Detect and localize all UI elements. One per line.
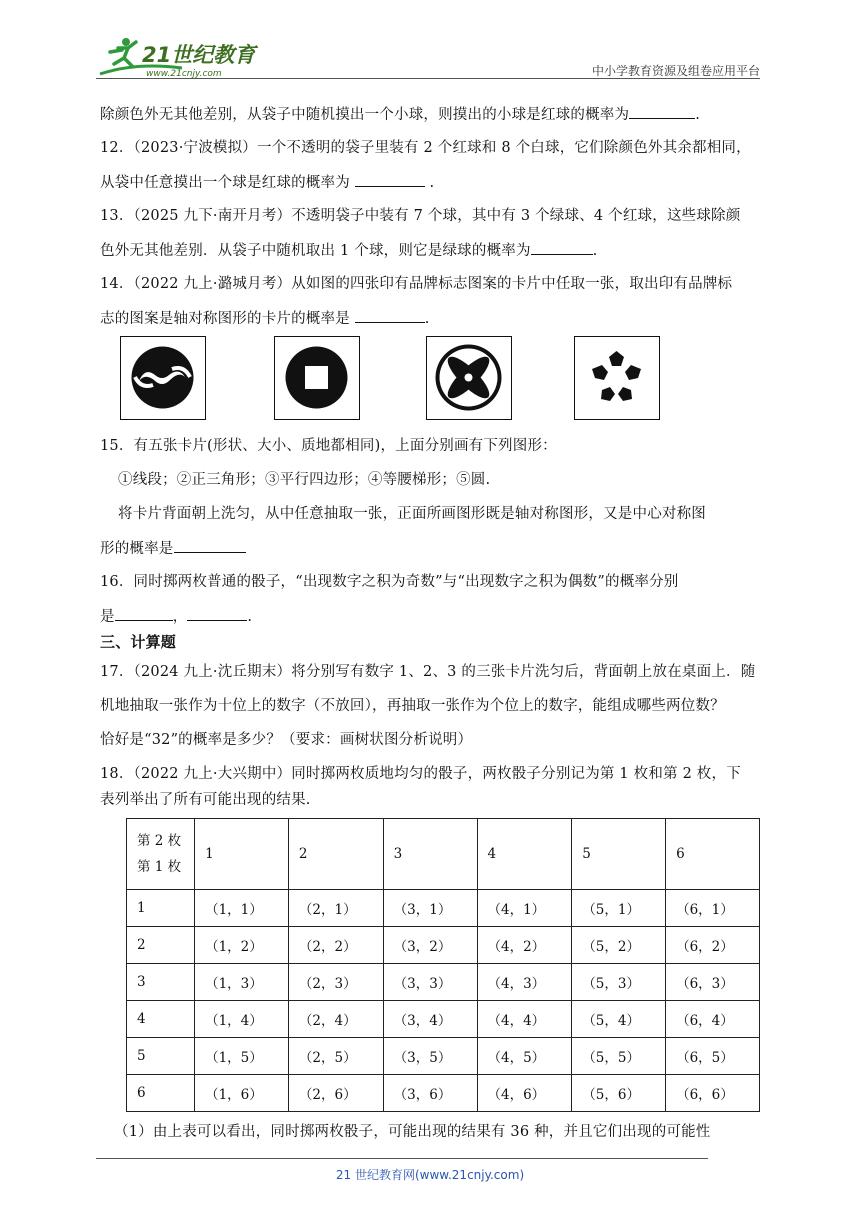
platform-name: 中小学教育资源及组卷应用平台 [591,64,760,78]
table-cell: （3，2） [383,927,477,964]
q13-text: 色外无其他差别．从袋子中随机取出 1 个球，则它是绿球的概率为 [100,243,531,259]
q17-line-1: 17．（2024 九上·沈丘期末）将分别写有数字 1、2、3 的三张卡片洗匀后，背面朝上放在桌面上．随 [100,664,756,680]
table-cell: （4，5） [477,1038,572,1075]
row-label: 6 [127,1075,195,1112]
corner-bottom-label: 第 1 枚 [137,859,182,875]
table-cell: （3，4） [383,1001,477,1038]
table-cell: （3，1） [383,890,477,927]
table-cell: （2，6） [288,1075,383,1112]
dice-outcome-table [126,818,760,1112]
table-row [127,1001,760,1038]
q16-period: . [247,609,253,625]
table-cell: （6，4） [666,1001,760,1038]
four-petal-logo-icon [427,337,510,418]
answer-blank [115,606,173,621]
q12-period: . [424,175,435,191]
logo-card-1 [120,336,206,420]
answer-blank [174,538,246,553]
q16-comma: ， [172,609,188,625]
brand-logo-cards [100,336,760,426]
q17-line-2: 机地抽取一张作为十位上的数字（不放回），再抽取一张作为个位上的数字，能组成哪些两位数？ [100,698,725,714]
logo-card-2 [274,336,360,420]
table-cell: （4，6） [477,1075,572,1112]
q13-line-2 [100,240,597,261]
table-cell: （5，3） [572,964,666,1001]
logo-card-4 [574,336,660,420]
q18-part1-line: （1）由上表可以看出，同时掷两枚骰子，可能出现的结果有 36 种，并且它们出现的可能性 [114,1124,711,1140]
table-row [127,1075,760,1112]
col-header: 4 [477,819,572,890]
q15-line-1: 15．有五张卡片(形状、大小、质地都相同)，上面分别画有下列图形： [100,438,557,454]
table-cell: （5，2） [572,927,666,964]
q12-line-1: 12．（2023·宁波模拟）一个不透明的袋子里装有 2 个红球和 8 个白球，它们除颜色外其余都相同， [100,140,751,156]
q18-line-2: 表列举出了所有可能出现的结果. [100,792,311,808]
q11-tail-line [100,104,700,125]
footer-link[interactable]: 21 世纪教育网(www.21cnjy.com) [335,1168,525,1182]
swirl-logo-icon [121,337,204,418]
table-header-row [127,819,760,890]
table-cell: （6，5） [666,1038,760,1075]
q14-period: . [424,311,430,327]
table-cell: （6，1） [666,890,760,927]
answer-blank [187,606,247,621]
table-cell: （2，2） [288,927,383,964]
table-cell: （4，4） [477,1001,572,1038]
q15-text: 形的概率是 [100,541,174,557]
table-cell: （6，2） [666,927,760,964]
table-cell: （3，6） [383,1075,477,1112]
logo-card-3 [426,336,512,420]
row-label: 4 [127,1001,195,1038]
q17-line-3: 恰好是“32”的概率是多少？（要求：画树状图分析说明） [100,732,473,748]
table-cell: （2，1） [288,890,383,927]
q13-line-1: 13．（2025 九下·南开月考）不透明袋子中装有 7 个球，其中有 3 个绿球、4 个红球，这些球除颜 [100,208,741,224]
table-row [127,1038,760,1075]
q13-period: . [592,243,598,259]
answer-blank [355,308,425,323]
q14-line-2 [100,308,430,329]
coin-square-logo-icon [275,337,358,418]
answer-blank [629,104,695,119]
q14-line-1: 14．（2022 九上·潞城月考）从如图的四张印有品牌标志图案的卡片中任取一张，取出印有品牌标 [100,276,733,292]
col-header: 5 [572,819,666,890]
pentagon-flower-logo-icon [575,337,658,418]
q12-text: 从袋中任意摸出一个球是红球的概率为 [100,175,355,191]
table-row [127,927,760,964]
table-cell: （4，1） [477,890,572,927]
table-row [127,890,760,927]
col-header: 6 [666,819,760,890]
logo-text: 21世纪教育 [142,43,256,67]
table-cell: （5，6） [572,1075,666,1112]
q12-line-2 [100,172,434,193]
table-cell: （3，3） [383,964,477,1001]
table-cell: （1，6） [195,1075,289,1112]
table-cell: （5，5） [572,1038,666,1075]
table-cell: （1，5） [195,1038,289,1075]
footer-divider [96,1158,708,1159]
col-header: 2 [288,819,383,890]
21cnjy-logo [96,34,266,78]
answer-blank [531,240,593,255]
table-cell: （2，4） [288,1001,383,1038]
table-cell: （5，1） [572,890,666,927]
q18-line-1: 18．（2022 九上·大兴期中）同时掷两枚质地均匀的骰子，两枚骰子分别记为第 1 枚和第 2 枚，下 [100,766,741,782]
table-cell: （3，5） [383,1038,477,1075]
table-cell: （4，3） [477,964,572,1001]
row-label: 1 [127,890,195,927]
q11-period: . [695,107,701,123]
row-label: 2 [127,927,195,964]
page-header [96,30,760,78]
q15-line-2: ①线段；②正三角形；③平行四边形；④等腰梯形；⑤圆. [118,472,491,488]
q16-text: 是 [100,609,115,625]
table-cell: （2，3） [288,964,383,1001]
section-title-calculation: 三、计算题 [100,633,177,651]
table-cell: （1，2） [195,927,289,964]
q14-text: 志的图案是轴对称图形的卡片的概率是 [100,311,355,327]
table-cell: （6，3） [666,964,760,1001]
row-label: 3 [127,964,195,1001]
table-cell: （1，3） [195,964,289,1001]
table-cell: （6，6） [666,1075,760,1112]
row-label: 5 [127,1038,195,1075]
table-cell: （2，5） [288,1038,383,1075]
table-row [127,964,760,1001]
table-cell: （1，4） [195,1001,289,1038]
logo-url: www.21cnjy.com [146,69,222,78]
col-header: 1 [195,819,289,890]
table-cell: （1，1） [195,890,289,927]
table-cell: （4，2） [477,927,572,964]
corner-top-label: 第 2 枚 [137,833,182,849]
q15-line-3: 将卡片背面朝上洗匀，从中任意抽取一张，正面所画图形既是轴对称图形，又是中心对称图 [118,506,706,522]
corner-cell [127,819,195,890]
q11-text: 除颜色外无其他差别，从袋子中随机摸出一个小球，则摸出的小球是红球的概率为 [100,107,630,123]
answer-blank [355,172,425,187]
table-cell: （5，4） [572,1001,666,1038]
col-header: 3 [383,819,477,890]
q16-line-2 [100,606,252,627]
q15-line-4 [100,538,246,559]
q16-line-1: 16．同时掷两枚普通的骰子，“出现数字之积为奇数”与“出现数字之积为偶数”的概率分别 [100,574,679,590]
header-divider [96,78,760,79]
